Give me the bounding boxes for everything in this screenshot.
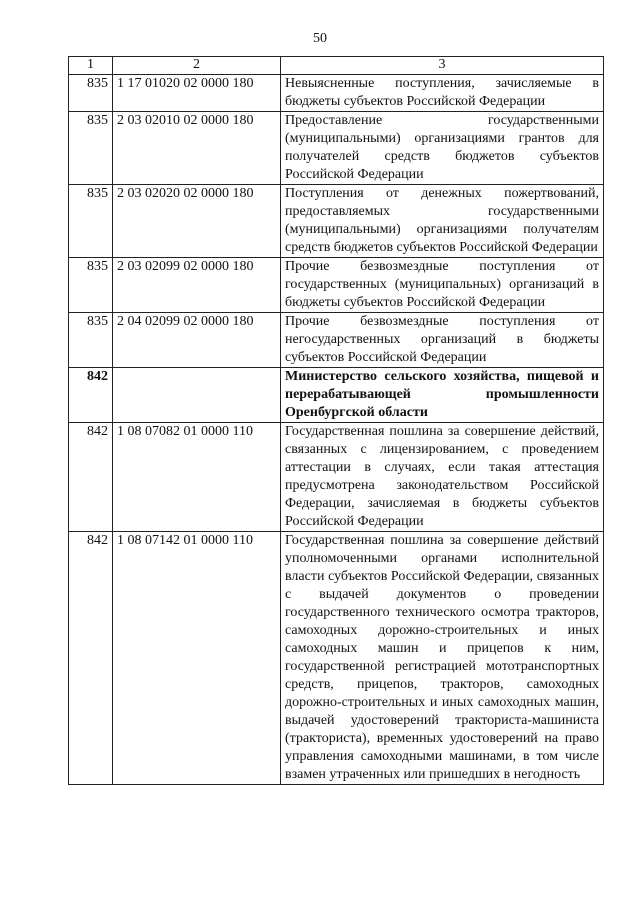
budget-code-cell: 1 17 01020 02 0000 180 [113, 75, 281, 112]
revenue-name-cell: Прочие безвозмездные поступления от негосударственных организаций в бюджеты субъектов Российской Федерации [281, 313, 604, 368]
page-number: 50 [313, 31, 327, 46]
budget-code-cell: 2 03 02020 02 0000 180 [113, 185, 281, 258]
budget-code-cell: 2 04 02099 02 0000 180 [113, 313, 281, 368]
admin-code-cell: 842 [69, 532, 113, 785]
budget-code-cell: 1 08 07082 01 0000 110 [113, 423, 281, 532]
table-header-row [69, 57, 604, 75]
column-header-3: 3 [281, 57, 604, 75]
column-header-2: 2 [113, 57, 281, 75]
budget-code-cell: 1 08 07142 01 0000 110 [113, 532, 281, 785]
table-row [69, 185, 604, 258]
table-row-ministry-heading [69, 368, 604, 423]
table-row [69, 112, 604, 185]
table-row [69, 423, 604, 532]
admin-code-cell: 842 [69, 423, 113, 532]
revenue-name-cell: Прочие безвозмездные поступления от государственных (муниципальных) организаций в бюджеты субъектов Российской Федерации [281, 258, 604, 313]
ministry-name-cell: Министерство сельского хозяйства, пищевой и перерабатывающей промышленности Оренбургской области [281, 368, 604, 423]
table-row [69, 75, 604, 112]
budget-code-cell [113, 368, 281, 423]
admin-code-cell: 835 [69, 258, 113, 313]
admin-code-cell: 835 [69, 313, 113, 368]
table-row [69, 258, 604, 313]
admin-code-cell: 835 [69, 75, 113, 112]
budget-code-cell: 2 03 02099 02 0000 180 [113, 258, 281, 313]
revenue-name-cell: Предоставление государственными (муниципальными) организациями грантов для получателей средств бюджетов субъектов Российской Федерации [281, 112, 604, 185]
revenue-name-cell: Невыясненные поступления, зачисляемые в бюджеты субъектов Российской Федерации [281, 75, 604, 112]
admin-code-cell: 842 [69, 368, 113, 423]
column-header-1: 1 [69, 57, 113, 75]
table-row [69, 532, 604, 785]
revenue-name-cell: Государственная пошлина за совершение действий уполномоченными органами исполнительной власти субъектов Российской Федерации, связанных с выдачей документов о проведении государственного технического осмотра тракторов, самоходных дорожно-строительных и иных самоходных машин и прицепов к ним, государственной регистрацией мототранспортных средств, прицепов, тракторов, самоходных дорожно-строительных и иных самоходных машин, выдачей удостоверений тракториста-машиниста (тракториста), временных удостоверений на право управления самоходными машинами, в том числе взамен утраченных или пришедших в негодность [281, 532, 604, 785]
table-row [69, 313, 604, 368]
admin-code-cell: 835 [69, 185, 113, 258]
budget-code-cell: 2 03 02010 02 0000 180 [113, 112, 281, 185]
revenue-codes-table [68, 56, 604, 785]
admin-code-cell: 835 [69, 112, 113, 185]
revenue-name-cell: Государственная пошлина за совершение действий, связанных с лицензированием, с проведением аттестации в случаях, если такая аттестация предусмотрена законодательством Российской Федерации, зачисляемая в бюджеты субъектов Российской Федерации [281, 423, 604, 532]
revenue-name-cell: Поступления от денежных пожертвований, предоставляемых государственными (муниципальными) организациями получателям средств бюджетов субъектов Российской Федерации [281, 185, 604, 258]
